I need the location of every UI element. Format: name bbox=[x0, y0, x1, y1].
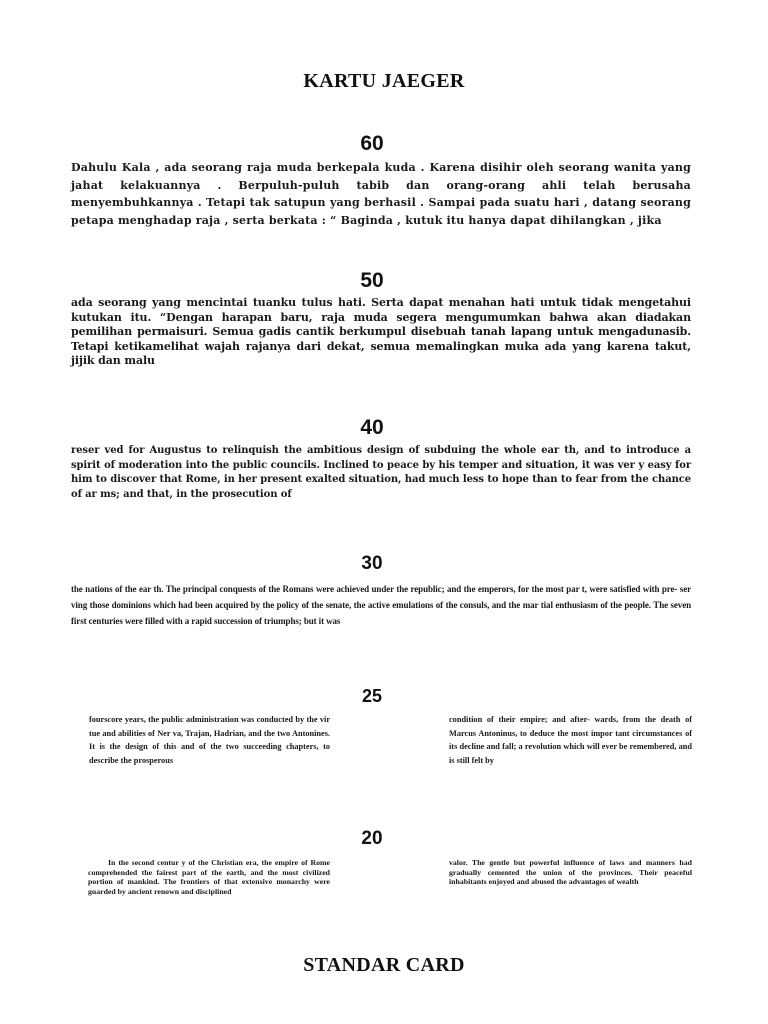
sample-column-left: In the second centur y of the Christian era, the empire of Rome comprehended the fairest part of the earth, and the most civilized portion of mankind. The frontiers of that extensive monarchy were guarded by ancient renown and disciplined bbox=[88, 858, 330, 896]
font-size-label: 30 bbox=[361, 553, 383, 574]
sample-paragraph: ada seorang yang mencintai tuanku tulus hati. Serta dapat menahan hati untuk tidak mengetahui kutukan itu. “Dengan harapan baru, raja muda segera mengumumkan bahwa akan diadakan pemilihan permaisuri. Semua gadis cantik berkumpul disebuah tanah lapang untuk mengadunasib. Tetapi ketikamelihat wajah rajanya dari dekat, semua memalingkan muka ada yang karena takut, jijik dan malu bbox=[71, 296, 691, 368]
font-size-label: 40 bbox=[360, 416, 384, 439]
page-title: KARTU JAEGER bbox=[303, 70, 465, 92]
sample-paragraph: reser ved for Augustus to relinquish the ambitious design of subduing the whole ear th, and to introduce a spirit of moderation into the public councils. Inclined to peace by his temper and situation, it was ver y easy for him to discover that Rome, in her present exalted situation, had much less to hope than to fear from the chance of ar ms; and that, in the prosecution of bbox=[71, 445, 691, 500]
footer-title: STANDAR CARD bbox=[303, 954, 465, 976]
font-size-label: 50 bbox=[360, 269, 384, 292]
font-size-label: 25 bbox=[361, 686, 383, 706]
sample-paragraph: the nations of the ear th. The principal conquests of the Romans were achieved under the republic; and the emperors, for the most par t, were satisfied with pre- ser ving those dominions which had been acquired by the policy of the senate, the active emulations of the consuls, and the mar tial enthusiasm of the people. The seven first centuries were filled with a rapid succession of triumphs; but it was bbox=[71, 584, 691, 626]
sample-column-right: condition of their empire; and after- wards, from the death of Marcus Antoninus, to deduce the most impor tant circumstances of its decline and fall; a revolution which will ever be remembered, and is still felt by bbox=[449, 715, 692, 766]
sample-paragraph: Dahulu Kala , ada seorang raja muda berkepala kuda . Karena disihir oleh seorang wanita yang jahat kelakuannya . Berpuluh-puluh tabib dan orang-orang ahli telah berusaha menyembuhkannya . Tetapi tak satupun yang berhasil . Sampai pada suatu hari , datang seorang petapa menghadap raja , serta berkata : “ Baginda , kutuk itu hanya dapat dihilangkan , jika bbox=[71, 161, 691, 227]
sample-column-right: valor. The gentle but powerful influence of laws and manners had gradually cemented the union of the provinces. Their peaceful inhabitants enjoyed and abused the advantages of wealth bbox=[449, 858, 692, 886]
font-size-label: 60 bbox=[360, 132, 384, 155]
sample-column-left: fourscore years, the public administration was conducted by the vir tue and abilities of Ner va, Trajan, Hadrian, and the two Antonines. It is the design of this and of the two succeeding chapters, to describe the prosperous bbox=[89, 715, 330, 766]
font-size-label: 20 bbox=[361, 828, 383, 849]
